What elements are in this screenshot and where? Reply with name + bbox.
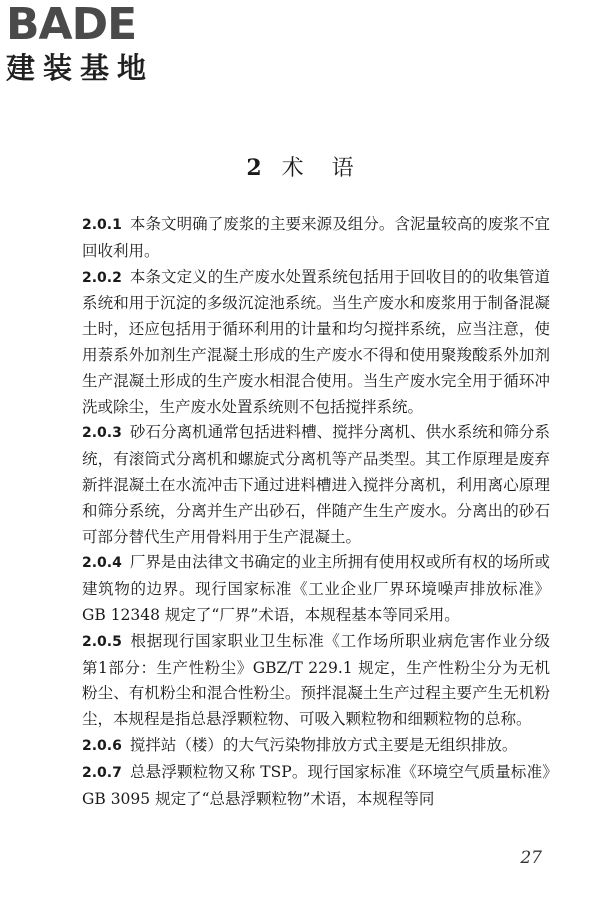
clause-list (82, 212, 550, 812)
clause-2-0-6 (82, 733, 550, 760)
clause-number: 2.0.5 (82, 633, 122, 650)
page-number: 27 (520, 848, 542, 868)
clause-number: 2.0.3 (82, 425, 122, 442)
chapter-title-part1: 术 (281, 156, 304, 181)
clause-number: 2.0.4 (82, 555, 122, 572)
clause-text: 本条文明确了废浆的主要来源及组分。含泥量较高的废浆不宜回收利用。 (82, 215, 550, 260)
clause-2-0-2 (82, 265, 550, 421)
clause-number: 2.0.1 (82, 217, 122, 233)
clause-number: 2.0.6 (82, 737, 122, 754)
clause-text: 总悬浮颗粒物又称 TSP。现行国家标准《环境空气质量标准》GB 3095 规定了“总悬浮颗粒物”术语，本规程等同 (82, 762, 550, 808)
logo-subtitle: 建装基地 (6, 51, 155, 85)
clause-text: 本条文定义的生产废水处置系统包括用于回收目的的收集管道系统和用于沉淀的多级沉淀池系统。当生产废水和废浆用于制备混凝土时，还应包括用于循环利用的计量和均匀搅拌系统，应当注意，使用萘系外加剂生产混凝土形成的生产废水不得和使用聚羧酸系外加剂生产混凝土形成的生产废水相混合使用。当生产废水完全用于循环冲洗或除尘，生产废水处置系统则不包括搅拌系统。 (82, 267, 550, 416)
clause-number: 2.0.7 (82, 764, 122, 781)
clause-2-0-3 (82, 420, 550, 550)
clause-number: 2.0.2 (82, 269, 122, 286)
clause-text: 砂石分离机通常包括进料槽、搅拌分离机、供水系统和筛分系统，有滚筒式分离机和螺旋式分离机等产品类型。其工作原理是废弃新拌混凝土在水流冲击下通过进料槽进入搅拌分离机，利用离心原理和筛分系统，分离并生产出砂石，伴随产生生产废水。分离出的砂石可部分替代生产用骨料用于生产混凝土。 (82, 423, 550, 546)
clause-text: 厂界是由法律文书确定的业主所拥有使用权或所有权的场所或建筑物的边界。现行国家标准《工业企业厂界环境噪声排放标准》GB 12348 规定了“厂界”术语，本规程基本等同采用。 (82, 553, 550, 624)
bade-logo (6, 2, 176, 84)
clause-2-0-7 (82, 760, 550, 813)
logo-wordmark: BADE (6, 0, 137, 50)
clause-2-0-5 (82, 629, 550, 733)
clause-2-0-4 (82, 550, 550, 628)
chapter-title (0, 154, 600, 183)
chapter-number: 2 (246, 155, 262, 181)
chapter-title-part2: 语 (331, 156, 354, 181)
clause-2-0-1 (82, 212, 550, 265)
clause-text: 根据现行国家职业卫生标准《工作场所职业病危害作业分级 第1部分：生产性粉尘》GBZ/T 229.1 规定，生产性粉尘分为无机粉尘、有机粉尘和混合性粉尘。预拌混凝土生产过程主要产生无机粉尘，本规程是指总悬浮颗粒物、可吸入颗粒物和细颗粒物的总称。 (82, 631, 550, 729)
clause-text: 搅拌站（楼）的大气污染物排放方式主要是无组织排放。 (129, 735, 518, 754)
